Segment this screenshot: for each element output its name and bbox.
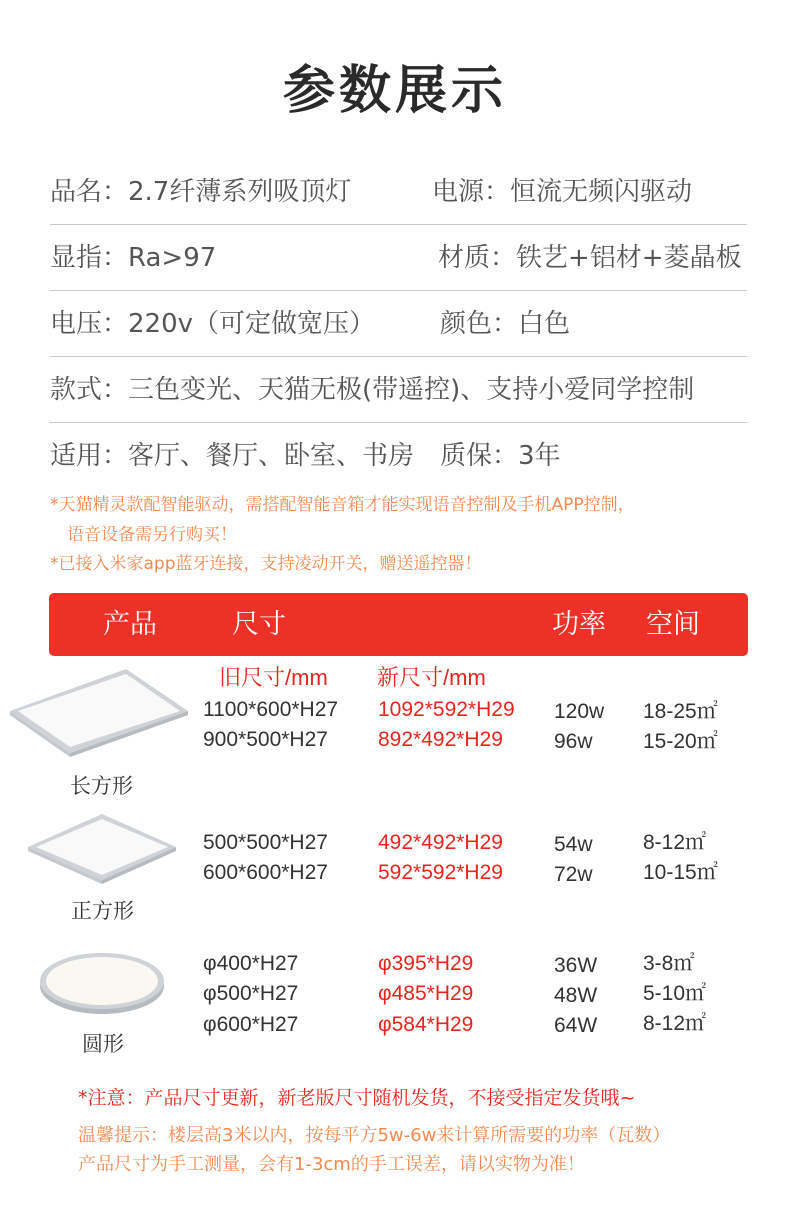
rect-space-2: 15-20㎡ [643,730,718,753]
rect-old-1: 1100*600*H27 [203,698,339,721]
old-size-header: 旧尺寸/mm [219,665,328,690]
note-mijia: *已接入米家app蓝牙连接，支持凌动开关，赠送遥控器！ [50,554,482,574]
square-new-1: 492*492*H29 [378,831,503,854]
new-size-header: 新尺寸/mm [377,665,486,690]
rectangle-lamp-icon [8,665,190,757]
spec-row [50,291,747,357]
square-space-2: 10-15㎡ [643,861,718,884]
rect-old-2: 900*500*H27 [203,728,328,751]
spec-usage-warranty: 适用：客厅、餐厅、卧室、书房 质保：3年 [50,441,561,471]
round-lamp-icon [38,950,166,1016]
round-space-3: 8-12㎡ [643,1012,707,1035]
category-rectangle: 长方形 [70,774,133,798]
spec-color: 颜色：白色 [440,309,571,339]
square-power-1: 54w [554,833,593,856]
spec-cri: 显指：Ra>97 [50,243,217,273]
round-power-1: 36W [554,954,598,977]
header-size: 尺寸 [232,609,286,640]
spec-row [50,225,747,291]
note-voice-control: *天猫精灵款配智能驱动，需搭配智能音箱才能实现语音控制及手机APP控制， [50,495,635,515]
category-round: 圆形 [82,1032,124,1056]
round-power-2: 48W [554,984,598,1007]
square-space-1: 8-12㎡ [643,831,707,854]
rect-power-1: 120w [554,700,605,723]
table-header [49,593,748,656]
rect-new-1: 1092*592*H29 [378,698,515,721]
round-new-2: φ485*H29 [378,982,474,1005]
round-space-2: 5-10㎡ [643,982,707,1005]
spec-product-name: 品名：2.7纤薄系列吸顶灯 [50,177,352,207]
page-title: 参数展示 [282,61,507,121]
spec-voltage: 电压：220v（可定做宽压） [50,309,376,339]
spec-power-supply: 电源：恒流无频闪驱动 [432,177,693,207]
round-old-2: φ500*H27 [203,982,299,1005]
spec-material: 材质：铁艺+铝材+菱晶板 [438,243,742,273]
spec-row [50,357,747,423]
header-power: 功率 [552,609,606,640]
spec-row [50,159,747,225]
round-old-1: φ400*H27 [203,952,299,975]
square-lamp-icon [26,812,178,884]
rect-new-2: 892*492*H29 [378,728,503,751]
round-new-3: φ584*H29 [378,1013,474,1036]
rect-power-2: 96w [554,730,593,753]
header-product: 产品 [103,609,157,640]
spec-style: 款式：三色变光、天猫无极(带遥控)、支持小爱同学控制 [50,375,695,405]
square-old-2: 600*600*H27 [203,861,328,884]
round-space-1: 3-8㎡ [643,952,695,975]
round-old-3: φ600*H27 [203,1013,299,1036]
spec-row [50,423,747,489]
note-voice-device: 语音设备需另行购买！ [50,525,237,545]
round-new-1: φ395*H29 [378,952,474,975]
category-square: 正方形 [71,899,134,923]
header-space: 空间 [646,609,700,640]
square-new-2: 592*592*H29 [378,861,503,884]
footer-notice: *注意：产品尺寸更新，新老版尺寸随机发货，不接受指定发货哦~ [78,1087,636,1109]
footer-tip-measure: 产品尺寸为手工测量，会有1-3cm的手工误差，请以实物为准！ [78,1154,585,1175]
rect-space-1: 18-25㎡ [643,700,718,723]
square-power-2: 72w [554,863,593,886]
footer-tip-power: 温馨提示：楼层高3米以内，按每平方5w-6w来计算所需要的功率（瓦数） [78,1125,671,1146]
square-old-1: 500*500*H27 [203,831,328,854]
round-power-3: 64W [554,1014,598,1037]
